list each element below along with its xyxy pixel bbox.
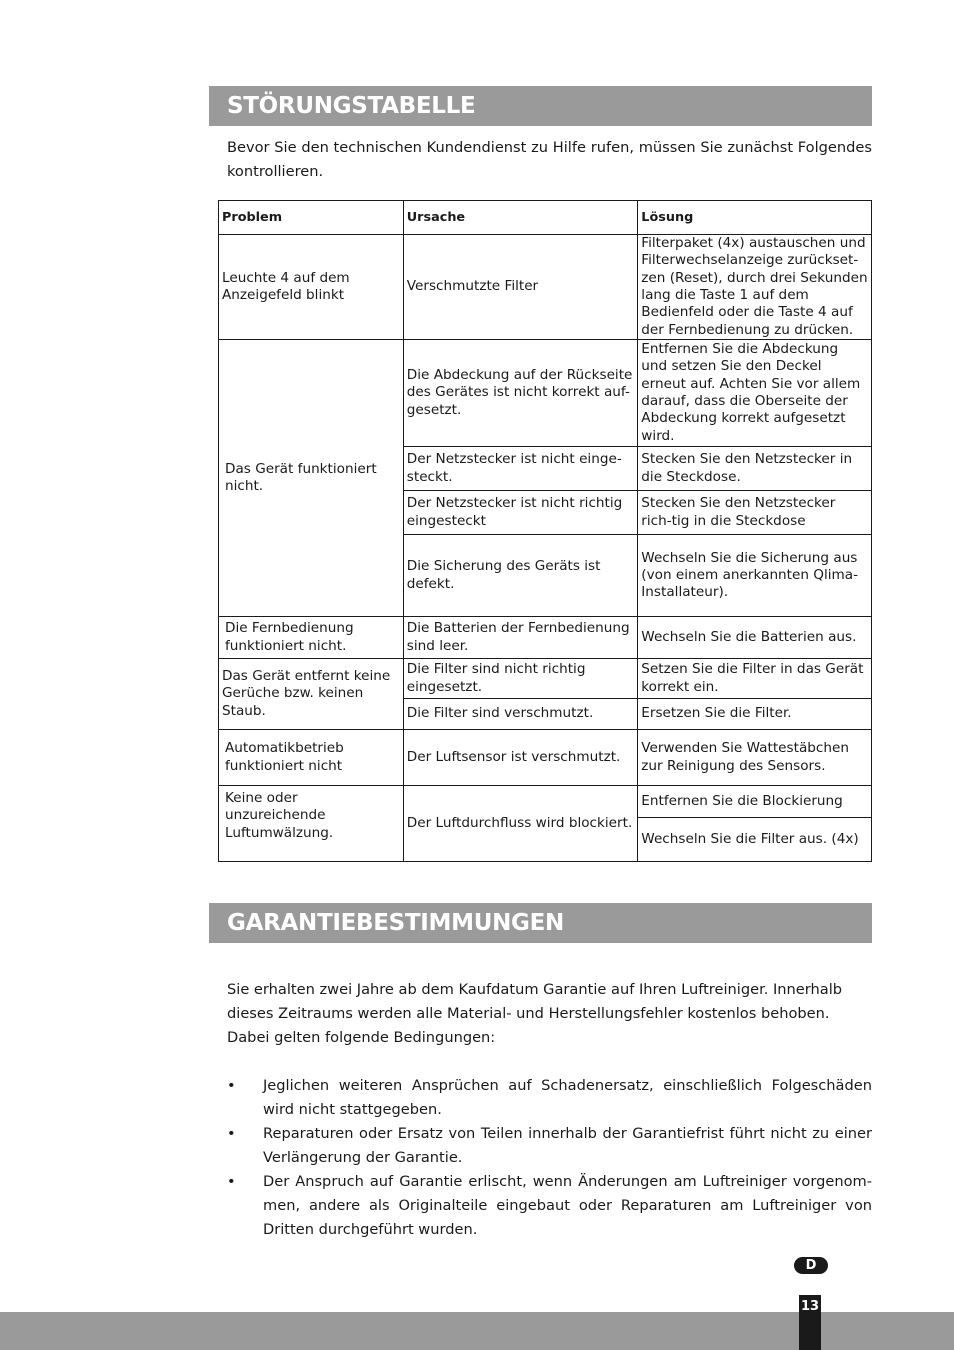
table-row xyxy=(219,235,872,340)
table-row xyxy=(219,659,872,699)
warranty-conditions-list xyxy=(227,1074,872,1242)
header-solution: Lösung xyxy=(638,201,872,235)
solution-cell: Setzen Sie die Filter in das Gerät korrekt ein. xyxy=(638,659,872,699)
warranty-intro xyxy=(227,978,872,1050)
header-cause: Ursache xyxy=(403,201,638,235)
section-title-troubleshooting: STÖRUNGSTABELLE xyxy=(209,86,872,126)
problem-cell: Keine oder unzureichende Luftumwälzung. xyxy=(219,786,404,862)
warranty-line: Sie erhalten zwei Jahre ab dem Kaufdatum Garantie auf Ihren Luftreiniger. Innerhalb xyxy=(227,981,843,998)
bullet-icon: • xyxy=(227,1077,236,1094)
table-row xyxy=(219,340,872,447)
problem-cell: Automatikbetrieb funktioniert nicht xyxy=(219,730,404,786)
language-badge: D xyxy=(794,1257,828,1274)
cause-cell: Die Abdeckung auf der Rückseite des Gerätes ist nicht korrekt auf-gesetzt. xyxy=(403,340,638,447)
solution-cell: Filterpaket (4x) austauschen und Filterwechselanzeige zurückset-zen (Reset), durch drei Sekunden lang die Taste 1 auf dem Bedienfeld oder die Taste 4 auf der Fernbedienung zu drücken. xyxy=(638,235,872,340)
troubleshooting-table xyxy=(218,200,872,862)
problem-cell: Leuchte 4 auf dem Anzeigefeld blinkt xyxy=(219,235,404,340)
warranty-line: Dabei gelten folgende Bedingungen: xyxy=(227,1029,496,1046)
header-problem: Problem xyxy=(219,201,404,235)
table-row xyxy=(219,786,872,818)
bullet-icon: • xyxy=(227,1125,236,1142)
cause-cell: Verschmutzte Filter xyxy=(403,235,638,340)
list-item-text: Jeglichen weiteren Ansprüchen auf Schadenersatz, einschließlich Folgeschäden wird nicht stattgegeben. xyxy=(263,1077,872,1118)
problem-cell: Das Gerät entfernt keine Gerüche bzw. keinen Staub. xyxy=(219,659,404,730)
cause-cell: Der Netzstecker ist nicht richtig eingesteckt xyxy=(403,491,638,535)
table-header-row xyxy=(219,201,872,235)
table-row xyxy=(219,730,872,786)
solution-cell: Wechseln Sie die Filter aus. (4x) xyxy=(638,818,872,862)
section-title-warranty: GARANTIEBESTIMMUNGEN xyxy=(209,903,872,943)
solution-cell: Verwenden Sie Wattestäbchen zur Reinigung des Sensors. xyxy=(638,730,872,786)
cause-cell: Der Luftsensor ist verschmutzt. xyxy=(403,730,638,786)
table-row xyxy=(219,617,872,659)
list-item xyxy=(227,1074,872,1122)
cause-cell: Der Netzstecker ist nicht einge-steckt. xyxy=(403,447,638,491)
list-item xyxy=(227,1170,872,1242)
cause-cell: Die Filter sind verschmutzt. xyxy=(403,699,638,730)
cause-cell: Der Luftdurchfluss wird blockiert. xyxy=(403,786,638,862)
troubleshooting-intro: Bevor Sie den technischen Kundendienst zu Hilfe rufen, müssen Sie zunächst Folgendes kontrollieren. xyxy=(227,139,872,180)
cause-cell: Die Filter sind nicht richtig eingesetzt. xyxy=(403,659,638,699)
cause-cell: Die Batterien der Fernbedienung sind leer. xyxy=(403,617,638,659)
solution-cell: Entfernen Sie die Blockierung xyxy=(638,786,872,818)
bullet-icon: • xyxy=(227,1173,236,1190)
solution-cell: Stecken Sie den Netzstecker rich-tig in die Steckdose xyxy=(638,491,872,535)
list-item xyxy=(227,1122,872,1170)
solution-cell: Wechseln Sie die Batterien aus. xyxy=(638,617,872,659)
solution-cell: Wechseln Sie die Sicherung aus (von einem anerkannten Qlima-Installateur). xyxy=(638,535,872,617)
solution-cell: Ersetzen Sie die Filter. xyxy=(638,699,872,730)
warranty-line: dieses Zeitraums werden alle Material- und Herstellungsfehler kostenlos behoben. xyxy=(227,1005,830,1022)
problem-cell: Das Gerät funktioniert nicht. xyxy=(219,340,404,617)
list-item-text: Reparaturen oder Ersatz von Teilen innerhalb der Garantiefrist führt nicht zu einer Verlängerung der Garantie. xyxy=(263,1125,872,1166)
solution-cell: Entfernen Sie die Abdeckung und setzen Sie den Deckel erneut auf. Achten Sie vor allem darauf, dass die Oberseite der Abdeckung korrekt aufgesetzt wird. xyxy=(638,340,872,447)
problem-cell: Die Fernbedienung funktioniert nicht. xyxy=(219,617,404,659)
list-item-text: Der Anspruch auf Garantie erlischt, wenn Änderungen am Luftreiniger vorgenom-men, andere als Originalteile eingebaut oder Reparaturen am Luftreiniger von Dritten durchgeführt wurden. xyxy=(263,1173,872,1238)
solution-cell: Stecken Sie den Netzstecker in die Steckdose. xyxy=(638,447,872,491)
cause-cell: Die Sicherung des Geräts ist defekt. xyxy=(403,535,638,617)
page-number: 13 xyxy=(799,1295,821,1350)
